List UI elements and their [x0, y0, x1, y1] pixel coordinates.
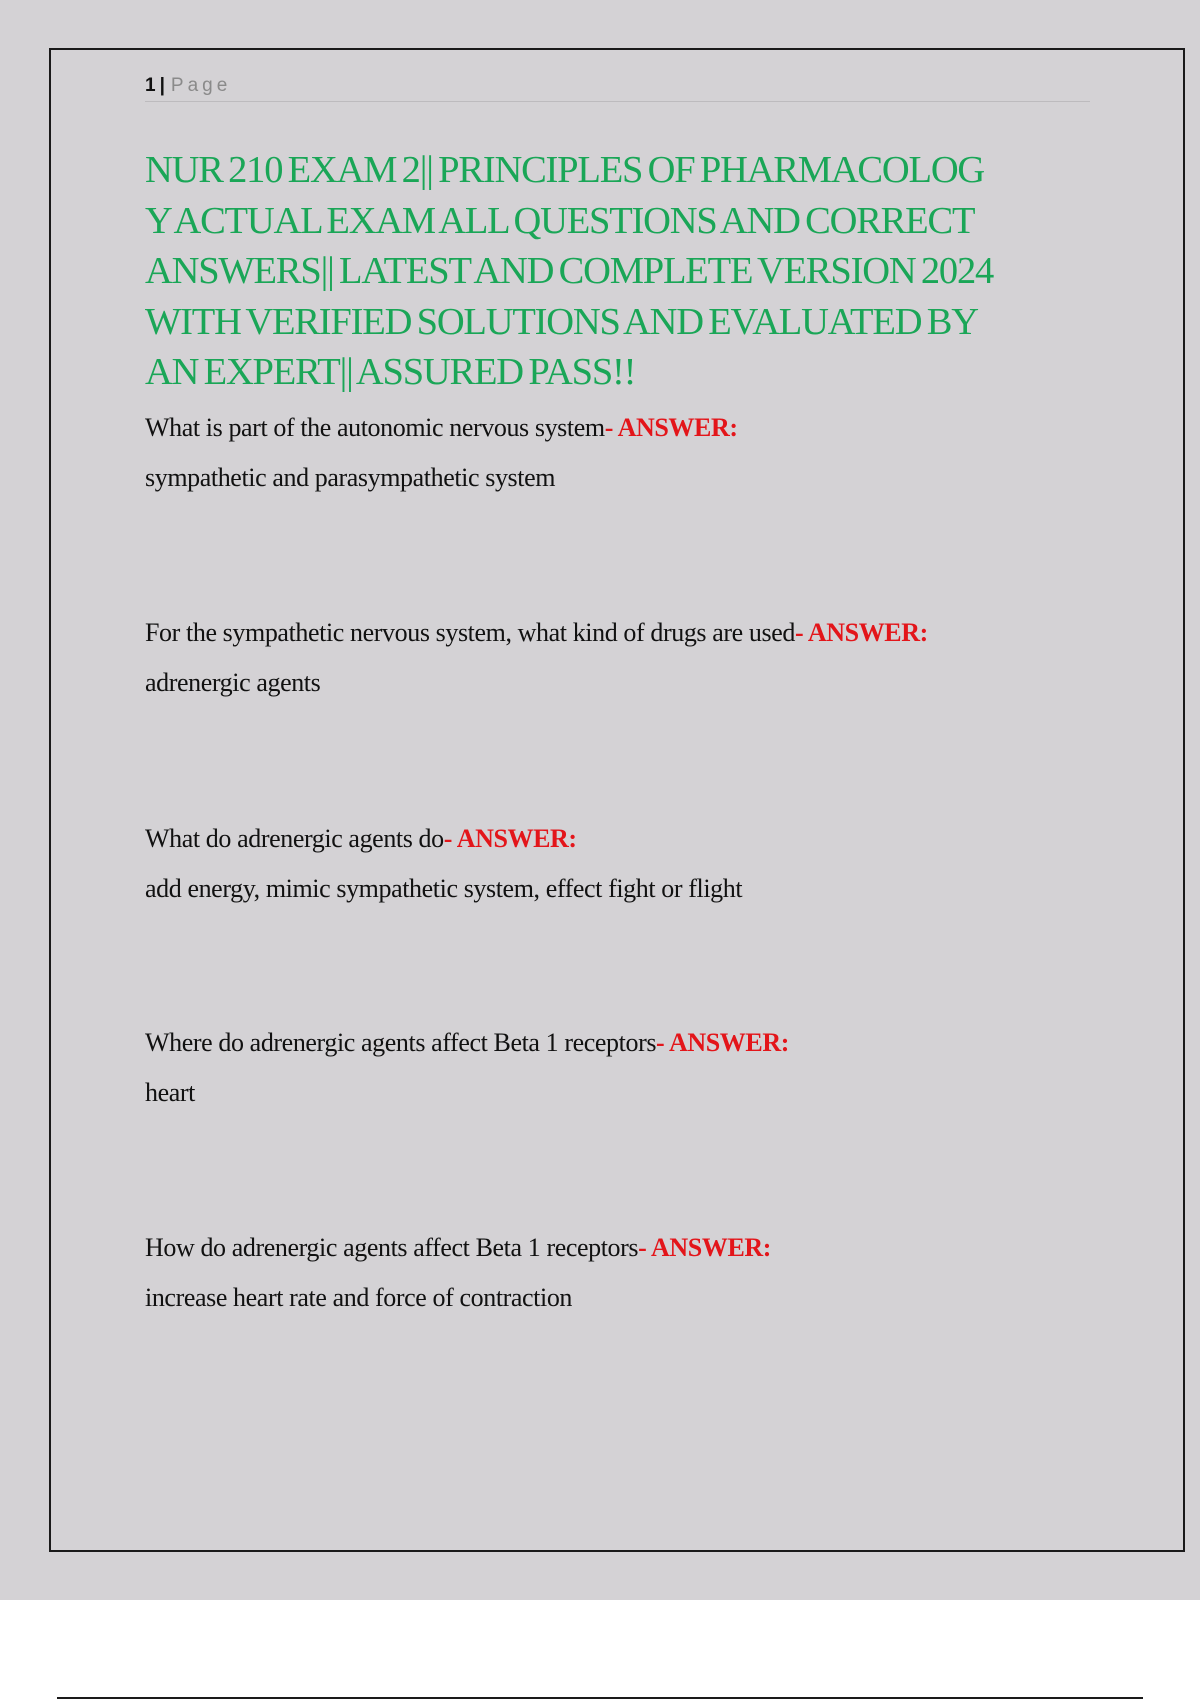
- answer-label: - ANSWER:: [656, 1028, 789, 1057]
- qa-item: [145, 1018, 1105, 1118]
- answer-text: sympathetic and parasympathetic system: [145, 463, 556, 492]
- answer-text: heart: [145, 1078, 195, 1107]
- document-title: NUR 210 EXAM 2|| PRINCIPLES OF PHARMACOLOG Y ACTUAL EXAM ALL QUESTIONS AND CORRECT ANSWERS|| LATEST AND COMPLETE VERSION 2024 WITH VERIFIED SOLUTIONS AND EVALUATED BY AN EXPERT|| ASSURED PASS!!: [145, 149, 994, 393]
- page-header: [145, 73, 1090, 102]
- answer-label: - ANSWER:: [604, 413, 738, 442]
- qa-item: [145, 608, 1105, 708]
- qa-item: [145, 1223, 1105, 1323]
- question-text: Where do adrenergic agents affect Beta 1 receptors: [145, 1028, 657, 1057]
- page-separator: |: [159, 75, 165, 96]
- question-text: For the sympathetic nervous system, what kind of drugs are used: [145, 618, 795, 647]
- next-page-rule: [57, 1697, 1143, 1699]
- answer-text: adrenergic agents: [145, 668, 321, 697]
- question-line: [145, 403, 1105, 453]
- question-line: [145, 608, 1105, 658]
- answer-text: add energy, mimic sympathetic system, effect fight or flight: [145, 874, 743, 903]
- page-label: Page: [170, 75, 232, 96]
- question-text: What is part of the autonomic nervous system: [145, 413, 605, 442]
- qa-item: [145, 403, 1105, 503]
- answer-label: - ANSWER:: [794, 618, 928, 647]
- qa-item: [145, 814, 1105, 914]
- question-line: [145, 1223, 1105, 1273]
- answer-label: - ANSWER:: [443, 824, 577, 853]
- question-text: What do adrenergic agents do: [145, 824, 444, 853]
- question-line: [145, 1018, 1105, 1068]
- answer-label: - ANSWER:: [638, 1233, 772, 1262]
- question-text: How do adrenergic agents affect Beta 1 receptors: [145, 1233, 639, 1262]
- answer-text: increase heart rate and force of contraction: [145, 1283, 573, 1312]
- question-line: [145, 814, 1105, 864]
- page-number: 1: [145, 75, 156, 96]
